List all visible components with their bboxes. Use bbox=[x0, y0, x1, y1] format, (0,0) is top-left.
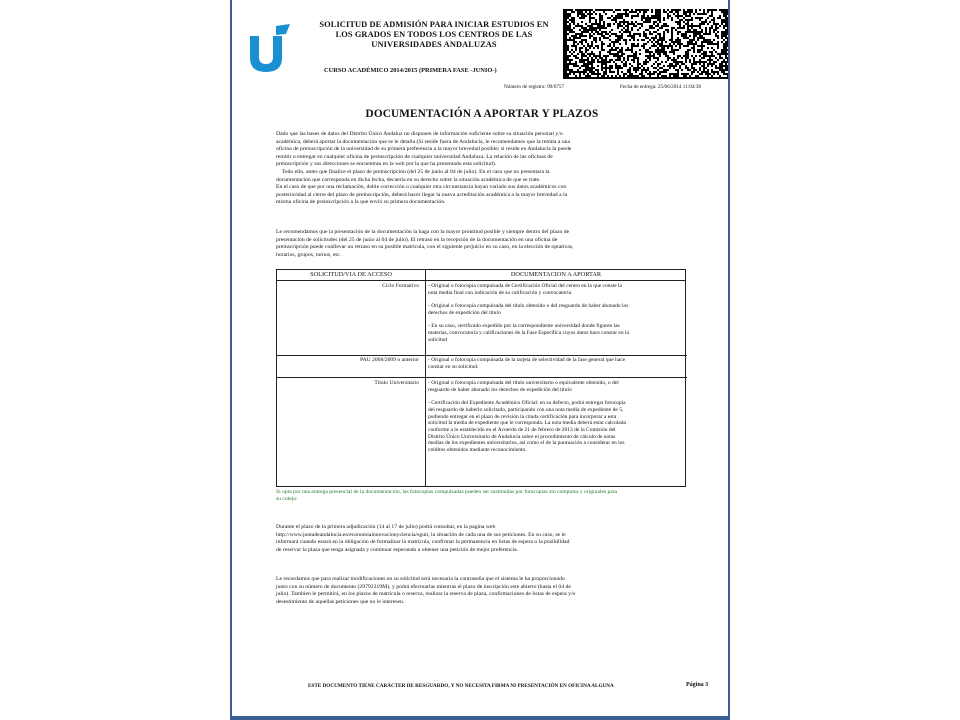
title-line: LOS GRADOS EN TODOS LOS CENTROS DE LAS bbox=[335, 30, 533, 39]
text-line: posterioridad al cierre del plazo de preinscripción, deberá hacer llegar la nueva acreditación académica a la mayor brevedad a la bbox=[276, 191, 568, 198]
barcode-icon bbox=[563, 9, 729, 79]
delivery-date: Fecha de entrega: 25/06/2014 11:04:30 bbox=[620, 84, 702, 90]
text-line: preinscripción puede conllevar un retraso en su posible matrícula, con el siguiente perjuicio en su caso, en la elección de optativas, bbox=[276, 244, 574, 251]
text-line: solicitud la media de expediente que le corresponda. La nota media deberá estar calculada bbox=[428, 420, 626, 427]
column-divider bbox=[425, 270, 426, 486]
text-line: del resguardo de haberlo solicitado, participando con una nota media de expediente de 5, bbox=[428, 406, 624, 413]
row-label-pau: PAU 2008/2009 o anterior bbox=[360, 357, 419, 363]
text-line: http://www.juntadeandalucia.es/economiainnovacionyciencia/sguit, la situación de cada una de sus peticiones. En su caso, se le bbox=[276, 531, 566, 538]
text-line: Distrito Único Universitario de Andalucía sobre el procedimiento de cálculo de notas bbox=[428, 433, 616, 440]
text-line: remitir o entregar en cualquier oficina de preinscripción de cualquier universidad Andaluza. La relación de las oficinas de bbox=[276, 153, 553, 160]
text-line: pudiendo entregar en el plazo de revisión la citada certificación para incorporar a esta bbox=[428, 413, 617, 420]
text-line: conforme a lo establecido en el Acuerdo de 21 de febrero de 2013 de la Comisión del bbox=[428, 426, 616, 433]
row-docs-ciclo bbox=[428, 283, 682, 343]
registration-number: Número de registro: 99/6757 bbox=[504, 84, 565, 90]
text-line: - Original o fotocopia compulsada de la tarjeta de selectividad de la fase general que hace bbox=[428, 357, 626, 363]
text-line: Todo ello, antes que finalice el plazo de preinscripción (del 25 de junio al 04 de julio). En el caso que no presentara la bbox=[276, 168, 550, 175]
row-docs-pau bbox=[428, 357, 682, 370]
row-divider bbox=[425, 377, 687, 378]
academic-course: CURSO ACADÉMICO 2014/2015 (PRIMERA FASE -JUNIO-) bbox=[324, 67, 497, 74]
text-line: documentación que corresponda en dicha fecha, decaería en su derecho sobre la situación académica de que se trate. bbox=[276, 176, 541, 183]
text-line: - Original o fotocopia compulsada de Certificación Oficial del centro en la que conste la bbox=[428, 283, 622, 289]
intro-paragraph bbox=[276, 131, 706, 207]
row-label-titulo: Título Universitario bbox=[374, 380, 419, 386]
text-line: presentación de solicitudes (del 25 de junio al 04 de julio). El retraso en la recepción de la documentación en una oficina de bbox=[276, 236, 558, 243]
text-line: Le recordamos que para realizar modificaciones en su solicitud será necesaria la contraseña que el sistema le ha proporcionado bbox=[276, 576, 565, 582]
row-label-ciclo: Ciclo Formativo bbox=[382, 283, 419, 289]
text-line: resguardo de haber abonado los derechos de expedición del título bbox=[428, 386, 572, 393]
text-line: su cotejo: bbox=[276, 496, 298, 503]
footer-notice: ESTE DOCUMENTO TIENE CARÁCTER DE RESGUARDO, Y NO NECESITA FIRMA NI PRESENTACIÓN EN OFICINA ALGUNA bbox=[308, 683, 614, 689]
table-header bbox=[277, 270, 685, 281]
row-divider bbox=[425, 355, 687, 356]
text-line: solicitud bbox=[428, 336, 447, 343]
text-line: Durante el plazo de la primera adjudicación (14 al 17 de julio) podrá consultar, en la pagina web bbox=[276, 524, 496, 530]
row-divider bbox=[277, 355, 425, 356]
text-line: junto con su número de documento (29792319M), y podrá efectuarlas mientras el plazo de inscripción este abierto (hasta el 04 de bbox=[276, 583, 571, 590]
row-divider bbox=[277, 377, 425, 378]
text-line: oficina de preinscripción de la universidad de su primera preferencia a la mayor brevedad posible; si reside en Andalucía la puede bbox=[276, 146, 572, 153]
page-number: Página 3 bbox=[686, 682, 709, 688]
text-line: constar en su solicitud. bbox=[428, 363, 479, 370]
text-line: En el caso de que por una reclamación, doble corrección o cualquier otra circunstancia hayan variado sus datos académicos con bbox=[276, 184, 567, 191]
text-line: Si opta por una entrega presencial de la documentación, las fotocopias compulsadas pueden ser sustituidas por fotocopias sin compulsa y originales para bbox=[276, 489, 618, 495]
recommendation-paragraph bbox=[276, 229, 706, 259]
text-line: julio). Tambien le permitirá, en los plazos de matrícula o reserva, realizar la reserva de plaza, confirmaciones de listas de espera y/o bbox=[276, 591, 576, 598]
distrito-unico-andaluz-logo bbox=[246, 22, 292, 74]
col-header-access: SOLICITUD/VIA DE ACCESO bbox=[310, 271, 392, 278]
text-line: preinscripción y sus direcciones se encuentran en la web por la que ha presentado esta solicitud). bbox=[276, 161, 497, 168]
text-line: - Original o fotocopia compulsada del título obtenido o del resguardo de haber abonado los bbox=[428, 303, 629, 310]
text-line: Le recomendamos que la presentación de la documentación la haga con la mayor prontitud posible y siempre dentro del plazo de bbox=[276, 229, 570, 235]
text-line: nota media final con indicación de su calificación y convocatoria bbox=[428, 289, 572, 296]
section-title: DOCUMENTACIÓN A APORTAR Y PLAZOS bbox=[365, 108, 599, 120]
adjudication-paragraph bbox=[276, 524, 706, 554]
password-paragraph bbox=[276, 576, 706, 606]
row-docs-titulo bbox=[428, 380, 682, 454]
form-title bbox=[298, 20, 570, 50]
text-line: derechos de expedición del título bbox=[428, 309, 501, 316]
text-line: desestimiento de aquellas peticiones que no le interesen. bbox=[276, 598, 405, 605]
text-line: Dado que las bases de datos del Distrito Único Andaluz no disponen de información suficiente sobre su situación personal y/o bbox=[276, 131, 563, 137]
photocopy-note bbox=[276, 489, 706, 504]
text-line: académica, deberá aportar la documentación que se le detalla (Si reside fuera de Andalucía, le recomendamos que la remita a una bbox=[276, 138, 571, 145]
text-line: de reservar la plaza que tenga asignada y continuar esperando a obtener una petición de mejor preferencia. bbox=[276, 546, 519, 553]
title-line: UNIVERSIDADES ANDALUZAS bbox=[371, 40, 497, 49]
title-line: SOLICITUD DE ADMISIÓN PARA INICIAR ESTUDIOS EN bbox=[319, 20, 549, 29]
text-line: - En su caso, certificado expedido por la correspondiente universidad donde figuren las bbox=[428, 323, 620, 330]
text-line: informará cuando estará en la obligación de formalizar la matrícula, confirmar la permanencia en listas de espera o la posibilidad bbox=[276, 539, 570, 546]
col-header-documentation: DOCUMENTACION A APORTAR bbox=[510, 271, 602, 278]
documentation-table bbox=[276, 269, 686, 487]
text-line: - Certificación del Expediente Académico Oficial: en su defecto, podrá entregar fotocopia bbox=[428, 400, 626, 407]
text-line: créditos obtenidos mediante reconocimiento. bbox=[428, 447, 527, 454]
text-line: - Original o fotocopia compulsada del título universitario o equivalente obtenido, o del bbox=[428, 380, 619, 386]
text-line: medias de los expedientes universitarios, así como el de la puntuación a considerar en los bbox=[428, 440, 625, 447]
text-line: materias, convocatoria y calificaciones de la Fase Específica cuyos datos hace constar en la bbox=[428, 329, 629, 336]
text-line: horarios, grupos, turnos, etc. bbox=[276, 251, 341, 258]
text-line: misma oficina de preinscripción a la que envió su primera documentación. bbox=[276, 199, 446, 206]
document-page bbox=[230, 0, 730, 720]
